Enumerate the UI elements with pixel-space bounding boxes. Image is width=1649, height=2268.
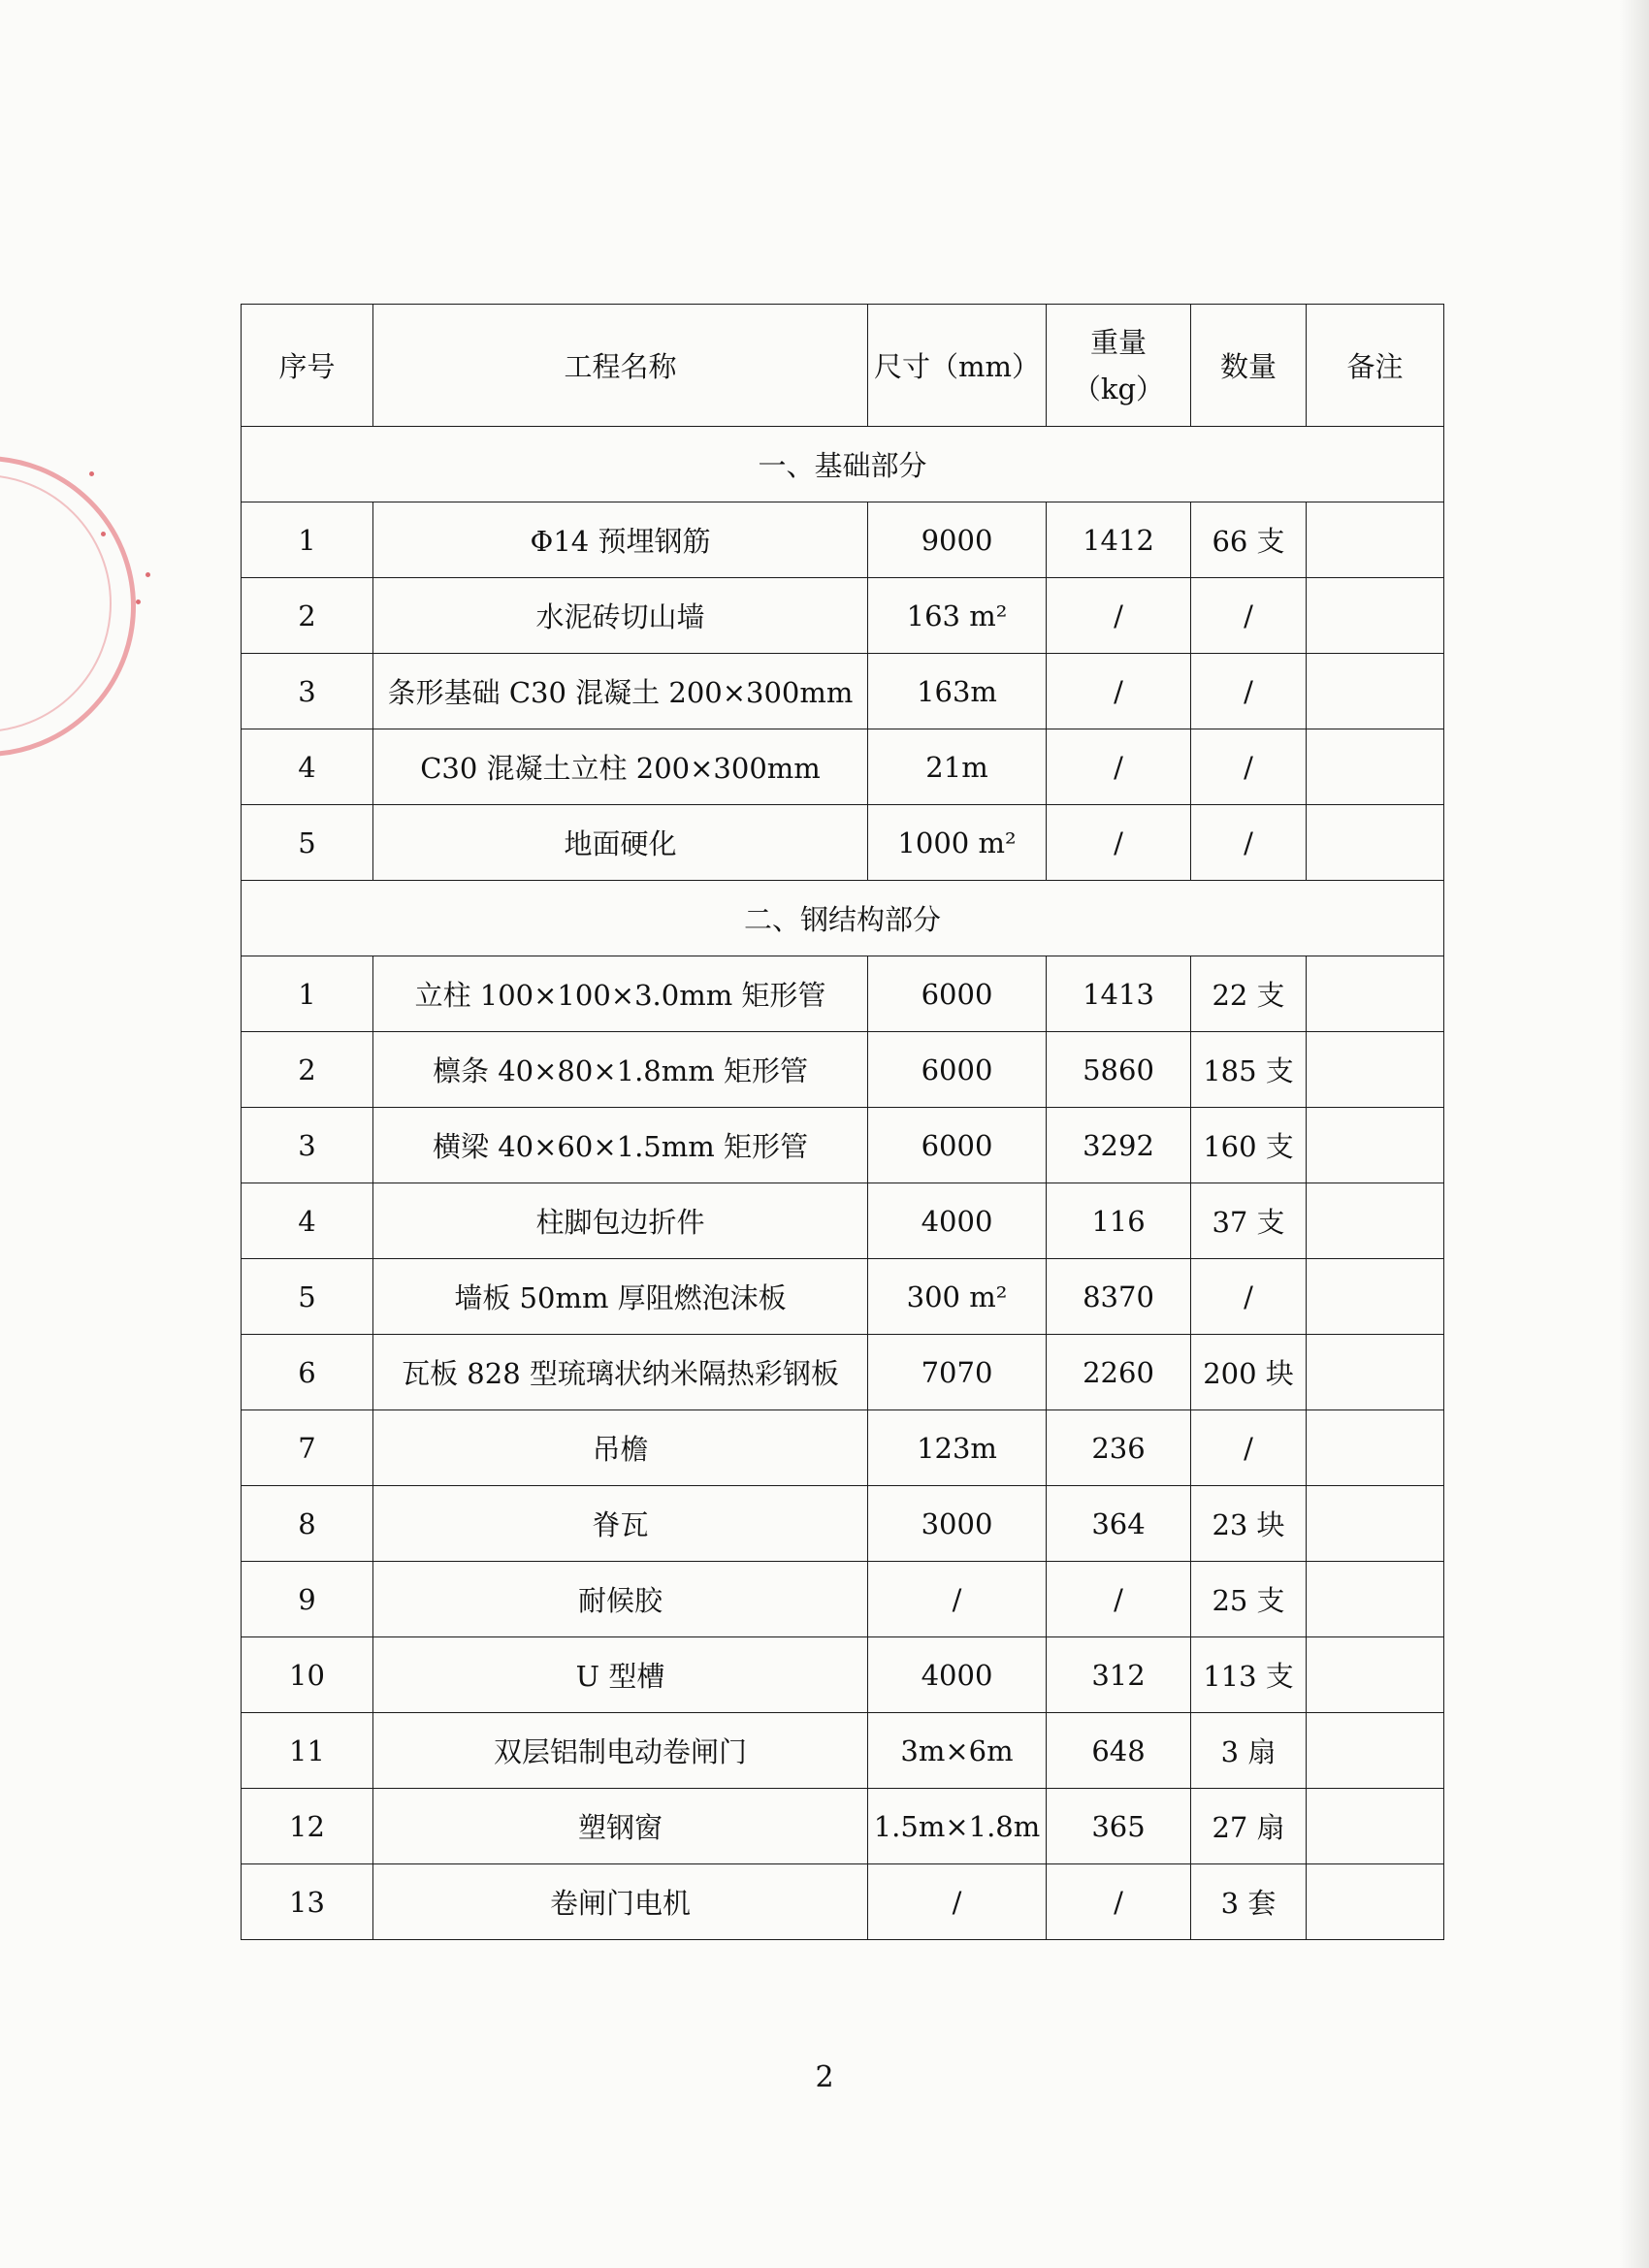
row-quantity: 23 块 bbox=[1191, 1486, 1307, 1562]
row-project-name: 双层铝制电动卷闸门 bbox=[373, 1713, 868, 1789]
row-weight: 236 bbox=[1047, 1410, 1191, 1486]
table-row bbox=[242, 654, 1444, 729]
table-row bbox=[242, 1713, 1444, 1789]
row-index: 5 bbox=[242, 1259, 373, 1335]
table-row bbox=[242, 956, 1444, 1032]
row-project-name: 横梁 40×60×1.5mm 矩形管 bbox=[373, 1108, 868, 1183]
row-weight: / bbox=[1047, 729, 1191, 805]
header-weight-label: 重量 bbox=[1089, 325, 1147, 359]
row-weight: / bbox=[1047, 805, 1191, 881]
stamp-ink-speck bbox=[101, 532, 106, 536]
row-size: 123m bbox=[868, 1410, 1047, 1486]
row-quantity: / bbox=[1191, 578, 1307, 654]
row-remark bbox=[1307, 1562, 1444, 1637]
table-row bbox=[242, 729, 1444, 805]
row-index: 11 bbox=[242, 1713, 373, 1789]
row-project-name: 墙板 50mm 厚阻燃泡沫板 bbox=[373, 1259, 868, 1335]
row-project-name: 地面硬化 bbox=[373, 805, 868, 881]
row-quantity: / bbox=[1191, 805, 1307, 881]
row-index: 5 bbox=[242, 805, 373, 881]
header-index: 序号 bbox=[242, 305, 373, 427]
row-weight: 2260 bbox=[1047, 1335, 1191, 1410]
row-project-name: 水泥砖切山墙 bbox=[373, 578, 868, 654]
row-weight: 648 bbox=[1047, 1713, 1191, 1789]
row-size: / bbox=[868, 1864, 1047, 1940]
header-quantity: 数量 bbox=[1191, 305, 1307, 427]
row-weight: 116 bbox=[1047, 1183, 1191, 1259]
row-weight: / bbox=[1047, 1864, 1191, 1940]
row-weight: 365 bbox=[1047, 1789, 1191, 1864]
row-quantity: 22 支 bbox=[1191, 956, 1307, 1032]
row-index: 4 bbox=[242, 729, 373, 805]
header-project-name: 工程名称 bbox=[373, 305, 868, 427]
row-quantity: / bbox=[1191, 729, 1307, 805]
row-remark bbox=[1307, 1183, 1444, 1259]
row-project-name: C30 混凝土立柱 200×300mm bbox=[373, 729, 868, 805]
row-weight: 3292 bbox=[1047, 1108, 1191, 1183]
row-remark bbox=[1307, 654, 1444, 729]
row-index: 2 bbox=[242, 1032, 373, 1108]
table-row bbox=[242, 1259, 1444, 1335]
row-quantity: 27 扇 bbox=[1191, 1789, 1307, 1864]
row-size: / bbox=[868, 1562, 1047, 1637]
row-size: 163 m² bbox=[868, 578, 1047, 654]
page-edge-shadow bbox=[1620, 0, 1649, 2268]
row-size: 21m bbox=[868, 729, 1047, 805]
row-remark bbox=[1307, 1032, 1444, 1108]
row-quantity: 160 支 bbox=[1191, 1108, 1307, 1183]
table-row bbox=[242, 1637, 1444, 1713]
row-project-name: 柱脚包边折件 bbox=[373, 1183, 868, 1259]
table-row bbox=[242, 1410, 1444, 1486]
row-quantity: 113 支 bbox=[1191, 1637, 1307, 1713]
row-project-name: 条形基础 C30 混凝土 200×300mm bbox=[373, 654, 868, 729]
row-weight: 364 bbox=[1047, 1486, 1191, 1562]
row-quantity: 200 块 bbox=[1191, 1335, 1307, 1410]
table-row bbox=[242, 805, 1444, 881]
header-size: 尺寸（mm） bbox=[868, 305, 1047, 427]
red-seal-stamp bbox=[0, 456, 136, 757]
row-remark bbox=[1307, 1713, 1444, 1789]
row-size: 163m bbox=[868, 654, 1047, 729]
row-remark bbox=[1307, 1108, 1444, 1183]
table-row bbox=[242, 578, 1444, 654]
header-weight bbox=[1047, 305, 1191, 427]
row-size: 1000 m² bbox=[868, 805, 1047, 881]
stamp-ink-speck bbox=[89, 471, 94, 476]
table-row bbox=[242, 502, 1444, 578]
page-number: 2 bbox=[815, 2060, 834, 2094]
row-quantity: / bbox=[1191, 1410, 1307, 1486]
row-quantity: 66 支 bbox=[1191, 502, 1307, 578]
row-quantity: 3 套 bbox=[1191, 1864, 1307, 1940]
materials-table bbox=[241, 304, 1444, 1940]
row-remark bbox=[1307, 1486, 1444, 1562]
row-index: 13 bbox=[242, 1864, 373, 1940]
row-project-name: 耐候胶 bbox=[373, 1562, 868, 1637]
table-row bbox=[242, 1335, 1444, 1410]
row-weight: 8370 bbox=[1047, 1259, 1191, 1335]
row-size: 9000 bbox=[868, 502, 1047, 578]
row-weight: / bbox=[1047, 1562, 1191, 1637]
row-remark bbox=[1307, 1335, 1444, 1410]
row-size: 3m×6m bbox=[868, 1713, 1047, 1789]
section-title: 一、基础部分 bbox=[242, 427, 1444, 502]
table-row bbox=[242, 1183, 1444, 1259]
row-project-name: 瓦板 828 型琉璃状纳米隔热彩钢板 bbox=[373, 1335, 868, 1410]
row-remark bbox=[1307, 502, 1444, 578]
row-index: 9 bbox=[242, 1562, 373, 1637]
row-weight: / bbox=[1047, 654, 1191, 729]
row-weight: 312 bbox=[1047, 1637, 1191, 1713]
row-index: 10 bbox=[242, 1637, 373, 1713]
row-project-name: 脊瓦 bbox=[373, 1486, 868, 1562]
table-row bbox=[242, 1032, 1444, 1108]
row-weight: 1412 bbox=[1047, 502, 1191, 578]
row-weight: 5860 bbox=[1047, 1032, 1191, 1108]
row-index: 3 bbox=[242, 1108, 373, 1183]
row-remark bbox=[1307, 1789, 1444, 1864]
section-header-row bbox=[242, 881, 1444, 956]
section-title: 二、钢结构部分 bbox=[242, 881, 1444, 956]
table-row bbox=[242, 1486, 1444, 1562]
row-project-name: 檩条 40×80×1.8mm 矩形管 bbox=[373, 1032, 868, 1108]
row-size: 7070 bbox=[868, 1335, 1047, 1410]
row-index: 12 bbox=[242, 1789, 373, 1864]
table-row bbox=[242, 1108, 1444, 1183]
row-size: 4000 bbox=[868, 1183, 1047, 1259]
row-index: 6 bbox=[242, 1335, 373, 1410]
row-size: 4000 bbox=[868, 1637, 1047, 1713]
row-size: 6000 bbox=[868, 956, 1047, 1032]
row-remark bbox=[1307, 1410, 1444, 1486]
row-project-name: Φ14 预埋钢筋 bbox=[373, 502, 868, 578]
row-size: 6000 bbox=[868, 1032, 1047, 1108]
row-index: 2 bbox=[242, 578, 373, 654]
table-header-row bbox=[242, 305, 1444, 427]
row-remark bbox=[1307, 1637, 1444, 1713]
row-index: 1 bbox=[242, 502, 373, 578]
row-remark bbox=[1307, 805, 1444, 881]
row-project-name: 吊檐 bbox=[373, 1410, 868, 1486]
table-row bbox=[242, 1562, 1444, 1637]
header-remark: 备注 bbox=[1307, 305, 1444, 427]
row-quantity: 37 支 bbox=[1191, 1183, 1307, 1259]
section-header-row bbox=[242, 427, 1444, 502]
row-quantity: 3 扇 bbox=[1191, 1713, 1307, 1789]
row-remark bbox=[1307, 1259, 1444, 1335]
table-row bbox=[242, 1864, 1444, 1940]
row-project-name: 塑钢窗 bbox=[373, 1789, 868, 1864]
row-weight: 1413 bbox=[1047, 956, 1191, 1032]
row-index: 8 bbox=[242, 1486, 373, 1562]
row-index: 1 bbox=[242, 956, 373, 1032]
row-remark bbox=[1307, 578, 1444, 654]
row-size: 300 m² bbox=[868, 1259, 1047, 1335]
stamp-ink-speck bbox=[146, 572, 150, 577]
row-project-name: 立柱 100×100×3.0mm 矩形管 bbox=[373, 956, 868, 1032]
stamp-ink-speck bbox=[136, 599, 141, 604]
row-remark bbox=[1307, 729, 1444, 805]
row-size: 1.5m×1.8m bbox=[868, 1789, 1047, 1864]
row-quantity: 185 支 bbox=[1191, 1032, 1307, 1108]
row-quantity: / bbox=[1191, 654, 1307, 729]
row-index: 4 bbox=[242, 1183, 373, 1259]
row-remark bbox=[1307, 1864, 1444, 1940]
header-weight-unit: （kg） bbox=[1072, 372, 1165, 405]
row-project-name: U 型槽 bbox=[373, 1637, 868, 1713]
row-quantity: / bbox=[1191, 1259, 1307, 1335]
row-size: 3000 bbox=[868, 1486, 1047, 1562]
row-project-name: 卷闸门电机 bbox=[373, 1864, 868, 1940]
row-index: 7 bbox=[242, 1410, 373, 1486]
row-quantity: 25 支 bbox=[1191, 1562, 1307, 1637]
table-row bbox=[242, 1789, 1444, 1864]
row-remark bbox=[1307, 956, 1444, 1032]
row-index: 3 bbox=[242, 654, 373, 729]
row-weight: / bbox=[1047, 578, 1191, 654]
row-size: 6000 bbox=[868, 1108, 1047, 1183]
